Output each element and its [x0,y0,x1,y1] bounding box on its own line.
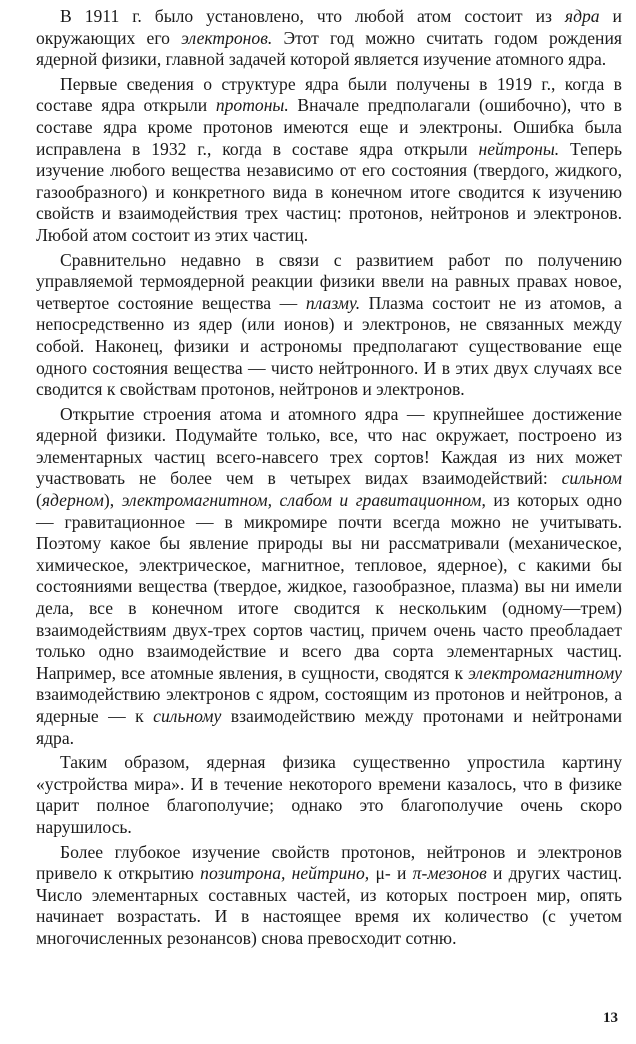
italic-term: ядерном [41,490,104,511]
italic-term: ядра [564,6,600,26]
page-number: 13 [603,1010,618,1026]
text-run: и окружающих его [36,6,622,48]
italic-term: электронов. [181,27,273,48]
text-run: взаимодействию электронов с ядром, состоящим из протонов и нейтронов, а ядерные — к [36,684,622,726]
italic-term: позитрона, нейтрино, [200,863,370,884]
paragraph-6 [36,842,622,950]
italic-term: электромагнитном, слабом и гравитационном [121,490,482,511]
text-run: Более глубокое изучение свойств протонов, нейтронов и электронов привело к открытию [36,841,622,884]
text-run: Этот год можно считать годом рождения ядерной физики, главной задачей которой является изучение атомного ядра. [36,27,622,70]
italic-term: сильному [153,706,222,726]
text-run: Вначале предполагали (ошибочно), что в составе ядра кроме протонов имеются еще и электроны. Ошибка была исправлена в 1932 г., когда в составе ядра открыли [36,95,622,159]
italic-term: протоны. [215,95,289,116]
page-body [36,6,622,950]
paragraph-1 [36,6,622,71]
paragraph-4 [36,404,622,750]
text-run: В 1911 г. было установлено, что любой атом состоит из [60,6,565,26]
italic-term: π-мезонов [412,863,487,884]
text-run: , из которых одно — гравитационное — в микромире почти всегда можно не учитывать. Поэтому какое бы явление природы вы ни рассматривали (механическое, химическое, электрическое, магнитное, тепловое, ядерное), с какими бы состояниями вещества (твердое, жидкое, газообразное, плазма) вы ни имели дела, все в конечном итоге сводится к нескольким (одному—трем) взаимодействиям двух-трех сортов частиц, причем очень часто преобладает только одно взаимодействие и всего два сорта элементарных частиц. Например, все атомные явления, в сущности, сводятся к [36,490,623,683]
italic-term: нейтроны. [478,138,560,159]
paragraph-3 [36,250,622,401]
text-run: μ- и [369,863,413,884]
text-run: Сравнительно недавно в связи с развитием работ по получению управляемой термоядерной реакции физики ввели на равных правах новое, четвертое состояние вещества — [36,249,622,313]
paragraph-5 [36,752,622,838]
paragraph-2 [36,74,622,247]
text-run: ), [103,490,122,511]
text-run: Первые сведения о структуре ядра были получены в 1919 г., когда в составе ядра открыли [36,73,622,116]
text-run: Открытие строения атома и атомного ядра — крупнейшее достижение ядерной физики. Подумайте только, все, что нас окружает, построено из элементарных частиц всего-навсего трех сортов! Каждая из них может участвовать не более чем в четырех видах взаимодействий: [36,403,622,489]
text-run: и других частиц. Число элементарных составных частей, из которых построен мир, опять начинает возрастать. И в настоящее время их количество (с учетом многочисленных резонансов) снова превосходит сотню. [36,863,622,948]
italic-term: сильном [561,468,622,489]
italic-term: электромагнитному [468,662,622,683]
text-run: взаимодействию между протонами и нейтронами ядра. [36,706,622,748]
italic-term: плазму. [305,292,361,313]
text-run: ( [36,490,42,511]
text-run: Теперь изучение любого вещества независимо от его состояния (твердого, жидкого, газообразного) и конкретного вида в конечном итоге сводится к изучению свойств и взаимодействия трех частиц: протонов, нейтронов и электронов. Любой атом состоит из этих частиц. [36,138,622,245]
text-run: Плазма состоит не из атомов, а непосредственно из ядер (или ионов) и электронов, не связанных между собой. Наконец, физики и астрономы предполагают существование еще одного состояния вещества — чисто нейтронного. И в этих двух случаях все сводится к свойствам протонов, нейтронов и электронов. [36,292,622,400]
text-run: Таким образом, ядерная физика существенно упростила картину «устройства мира». И в течение некоторого времени казалось, что в физике царит полное благополучие; однако это благополучие очень скоро нарушилось. [36,752,622,837]
